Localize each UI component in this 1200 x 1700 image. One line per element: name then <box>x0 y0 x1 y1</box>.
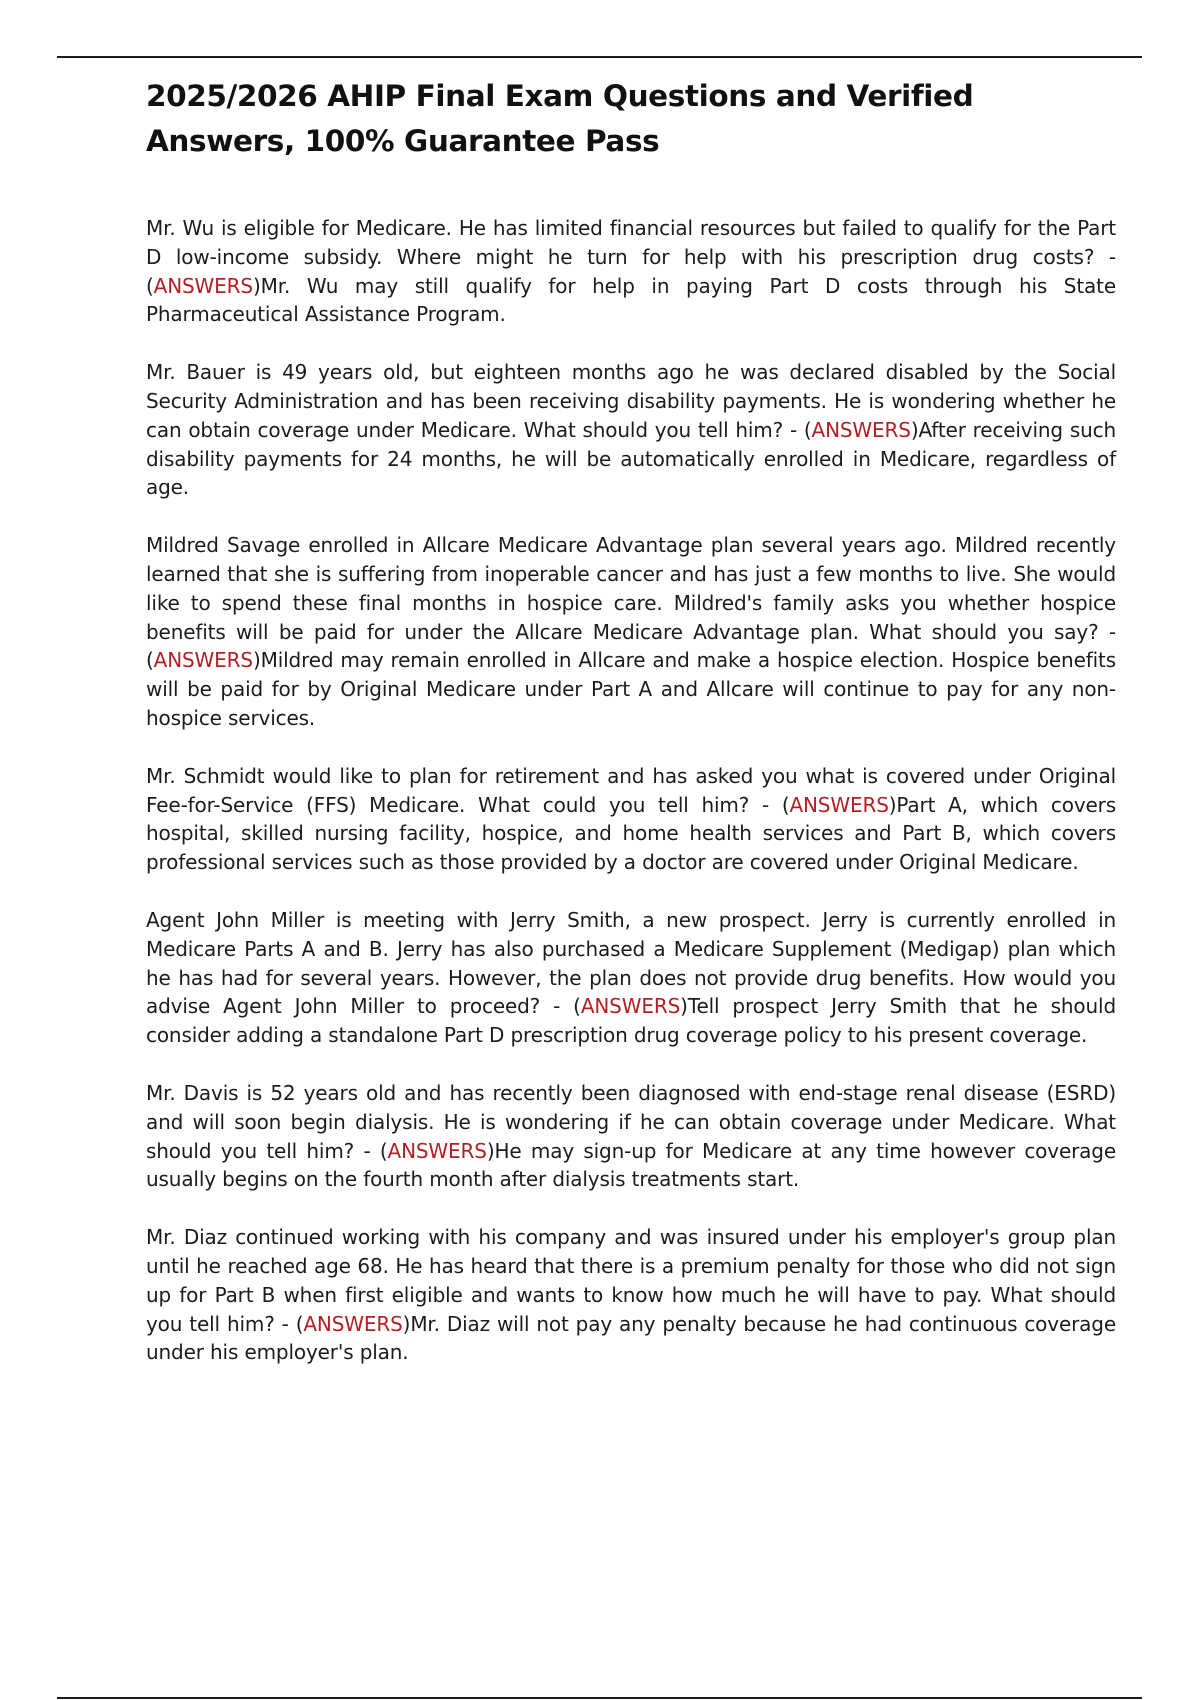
qa-item: Mr. Wu is eligible for Medicare. He has limited financial resources but failed to qualify for the Part D low-income subsidy. Where might he turn for help with his prescription drug costs? - (ANSWERS)Mr. Wu may still qualify for help in paying Part D costs through his State Pharmaceutical Assistance Program. <box>146 216 1116 327</box>
answers-tag: ANSWERS <box>789 792 889 817</box>
answer-text: Mr. Wu may still qualify for help in paying Part D costs through his State Pharmaceutical Assistance Program. <box>146 273 1116 327</box>
top-rule <box>57 56 1142 58</box>
answer-text: Mildred may remain enrolled in Allcare and make a hospice election. Hospice benefits will be paid for by Original Medicare under Part A and Allcare will continue to pay for any non-hospice services. <box>146 648 1116 730</box>
answer-text: Tell prospect Jerry Smith that he should consider adding a standalone Part D prescription drug coverage policy to his present coverage. <box>146 994 1116 1048</box>
qa-item: Mildred Savage enrolled in Allcare Medicare Advantage plan several years ago. Mildred recently learned that she is suffering from inoperable cancer and has just a few months to live. She would like to spend these final months in hospice care. Mildred's family asks you whether hospice benefits will be paid for under the Allcare Medicare Advantage plan. What should you say? - (ANSWERS)Mildred may remain enrolled in Allcare and make a hospice election. Hospice benefits will be paid for by Original Medicare under Part A and Allcare will continue to pay for any non-hospice services. <box>146 533 1116 730</box>
question-text: Mr. Schmidt would like to plan for retirement and has asked you what is covered under Original Fee-for-Service (FFS) Medicare. What could you tell him? - <box>146 763 1116 817</box>
qa-item: Mr. Diaz continued working with his company and was insured under his employer's group plan until he reached age 68. He has heard that there is a premium penalty for those who did not sign up for Part B when first eligible and wants to know how much he will have to pay. What should you tell him? - (ANSWERS)Mr. Diaz will not pay any penalty because he had continuous coverage under his employer's plan. <box>146 1225 1116 1365</box>
answer-text: Part A, which covers hospital, skilled nursing facility, hospice, and home health services and Part B, which covers professional services such as those provided by a doctor are covered under Original Medicare. <box>146 792 1117 875</box>
answer-text: Mr. Diaz will not pay any penalty because he had continuous coverage under his employer's plan. <box>146 1311 1116 1365</box>
question-text: Agent John Miller is meeting with Jerry Smith, a new prospect. Jerry is currently enrolled in Medicare Parts A and B. Jerry has also purchased a Medicare Supplement (Medigap) plan which he has had for several years. However, the plan does not provide drug benefits. How would you advise Agent John Miller to proceed? - <box>146 907 1116 1019</box>
answers-tag: ANSWERS <box>303 1311 403 1336</box>
question-text: Mr. Davis is 52 years old and has recently been diagnosed with end-stage renal disease (ESRD) and will soon begin dialysis. He is wondering if he can obtain coverage under Medicare. What should you tell him? - <box>146 1080 1116 1163</box>
qa-item: Mr. Schmidt would like to plan for retirement and has asked you what is covered under Original Fee-for-Service (FFS) Medicare. What could you tell him? - (ANSWERS)Part A, which covers hospital, skilled nursing facility, hospice, and home health services and Part B, which covers professional services such as those provided by a doctor are covered under Original Medicare. <box>146 763 1117 875</box>
qa-list <box>146 214 1116 1367</box>
question-text: Mr. Bauer is 49 years old, but eighteen months ago he was declared disabled by the Social Security Administration and has been receiving disability payments. He is wondering whether he can obtain coverage under Medicare. What should you tell him? - <box>146 360 1116 442</box>
answers-tag: ANSWERS <box>811 417 911 442</box>
qa-item: Mr. Bauer is 49 years old, but eighteen months ago he was declared disabled by the Social Security Administration and has been receiving disability payments. He is wondering whether he can obtain coverage under Medicare. What should you tell him? - (ANSWERS)After receiving such disability payments for 24 months, he will be automatically enrolled in Medicare, regardless of age. <box>146 360 1116 500</box>
answers-tag: ANSWERS <box>387 1138 487 1163</box>
qa-item: Mr. Davis is 52 years old and has recently been diagnosed with end-stage renal disease (ESRD) and will soon begin dialysis. He is wondering if he can obtain coverage under Medicare. What should you tell him? - (ANSWERS)He may sign-up for Medicare at any time however coverage usually begins on the fourth month after dialysis treatments start. <box>146 1080 1116 1192</box>
answer-text: After receiving such disability payments for 24 months, he will be automatically enrolled in Medicare, regardless of age. <box>146 417 1116 500</box>
question-text: Mr. Wu is eligible for Medicare. He has limited financial resources but failed to qualify for the Part D low-income subsidy. Where might he turn for help with his prescription drug costs? - <box>146 216 1116 269</box>
answer-text: He may sign-up for Medicare at any time however coverage usually begins on the fourth month after dialysis treatments start. <box>146 1138 1116 1192</box>
question-text: Mr. Diaz continued working with his company and was insured under his employer's group plan until he reached age 68. He has heard that there is a premium penalty for those who did not sign up for Part B when first eligible and wants to know how much he will have to pay. What should you tell him? - <box>146 1225 1116 1336</box>
answers-tag: ANSWERS <box>153 273 253 298</box>
document-page <box>146 74 1116 1396</box>
question-text: Mildred Savage enrolled in Allcare Medicare Advantage plan several years ago. Mildred recently learned that she is suffering from inoperable cancer and has just a few months to live. She would like to spend these final months in hospice care. Mildred's family asks you whether hospice benefits will be paid for under the Allcare Medicare Advantage plan. What should you say? - <box>146 533 1116 644</box>
bottom-rule <box>57 1697 1142 1699</box>
qa-item: Agent John Miller is meeting with Jerry Smith, a new prospect. Jerry is currently enrolled in Medicare Parts A and B. Jerry has also purchased a Medicare Supplement (Medigap) plan which he has had for several years. However, the plan does not provide drug benefits. How would you advise Agent John Miller to proceed? - (ANSWERS)Tell prospect Jerry Smith that he should consider adding a standalone Part D prescription drug coverage policy to his present coverage. <box>146 907 1116 1048</box>
document-title: 2025/2026 AHIP Final Exam Questions and Verified Answers, 100% Guarantee Pass <box>146 79 974 158</box>
answers-tag: ANSWERS <box>153 648 253 673</box>
answers-tag: ANSWERS <box>580 994 681 1019</box>
